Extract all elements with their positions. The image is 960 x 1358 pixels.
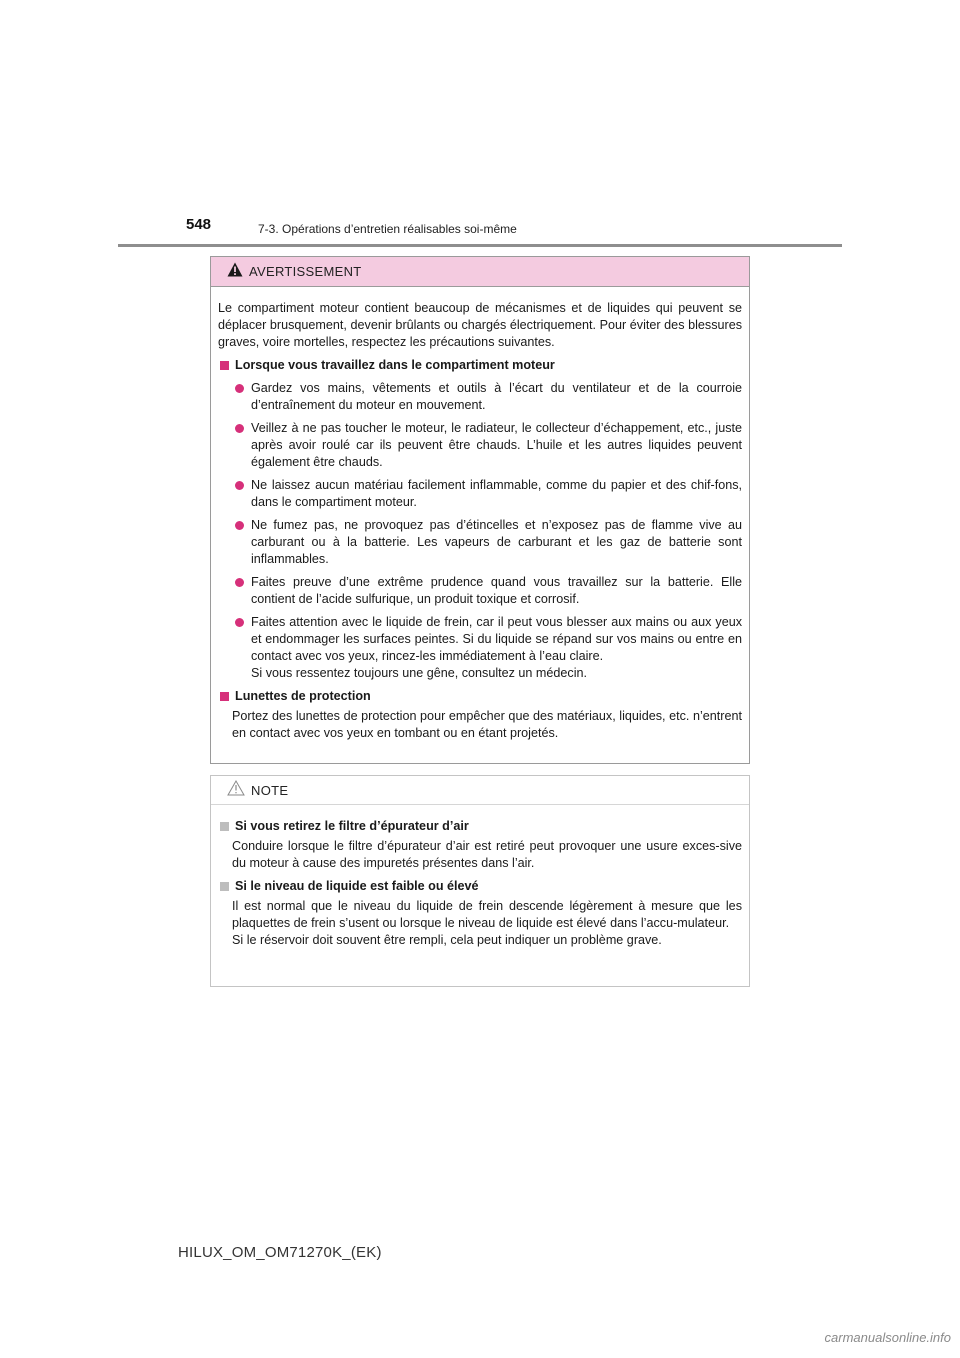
warning-title: AVERTISSEMENT bbox=[249, 264, 362, 279]
square-bullet-icon bbox=[220, 882, 229, 891]
warning-header bbox=[211, 257, 749, 287]
square-bullet-icon bbox=[220, 361, 229, 370]
list-item bbox=[218, 614, 742, 682]
note-box bbox=[210, 775, 750, 987]
note-header bbox=[211, 776, 749, 805]
round-bullet-icon bbox=[235, 578, 244, 587]
warning-box bbox=[210, 256, 750, 764]
square-bullet-icon bbox=[220, 692, 229, 701]
warning-body bbox=[211, 287, 749, 742]
round-bullet-icon bbox=[235, 424, 244, 433]
section-title: 7-3. Opérations d’entretien réalisables soi-même bbox=[258, 222, 517, 236]
warning-triangle-outline-icon bbox=[227, 780, 245, 801]
warning-intro: Le compartiment moteur contient beaucoup de mécanismes et de liquides qui peuvent se déplacer brusquement, devenir brûlants ou chargés électriquement. Pour éviter des blessures graves, voire mortelles, respectez les précautions suivantes. bbox=[218, 301, 742, 349]
note-item-text-main: Il est normal que le niveau du liquide de frein descende légèrement à mesure que les plaquettes de frein s’usent ou lorsque le niveau de liquide est élevé dans l’accu-mulateur. bbox=[232, 899, 742, 930]
round-bullet-icon bbox=[235, 521, 244, 530]
list-item: Ne laissez aucun matériau facilement inflammable, comme du papier et des chif-fons, dans le compartiment moteur. bbox=[218, 477, 742, 511]
page-number: 548 bbox=[186, 216, 212, 233]
round-bullet-icon bbox=[235, 618, 244, 627]
note-item-text: Conduire lorsque le filtre d’épurateur d’air est retiré peut provoquer une usure exces-sive du moteur à cause des impuretés présentes dans l’air. bbox=[232, 839, 742, 870]
list-item: Ne fumez pas, ne provoquez pas d’étincelles et n’exposez pas de flamme vive au carburant ou à la batterie. Les vapeurs de carburant et les gaz de batterie sont inflammables. bbox=[218, 517, 742, 568]
bullet-text-continuation: Si vous ressentez toujours une gêne, consultez un médecin. bbox=[251, 666, 588, 680]
note-item-text-continuation: Si le réservoir doit souvent être rempli, cela peut indiquer un problème grave. bbox=[232, 933, 662, 947]
note-item-text bbox=[218, 898, 742, 949]
warning-triangle-icon bbox=[227, 262, 243, 282]
round-bullet-icon bbox=[235, 384, 244, 393]
note-item-heading: Si vous retirez le filtre d’épurateur d’air bbox=[218, 818, 742, 835]
list-item: Gardez vos mains, vêtements et outils à l’écart du ventilateur et de la courroie d’entraînement du moteur en mouvement. bbox=[218, 380, 742, 414]
list-item: Faites preuve d’une extrême prudence quand vous travaillez sur la batterie. Elle contient de l’acide sulfurique, un produit toxique et corrosif. bbox=[218, 574, 742, 608]
watermark: carmanualsonline.info bbox=[824, 1330, 951, 1345]
document-id: HILUX_OM_OM71270K_(EK) bbox=[178, 1244, 382, 1261]
round-bullet-icon bbox=[235, 481, 244, 490]
warning-item-heading: Lunettes de protection bbox=[218, 688, 742, 705]
header-divider bbox=[118, 244, 842, 247]
warning-item-heading: Lorsque vous travaillez dans le compartiment moteur bbox=[218, 357, 742, 374]
list-item: Veillez à ne pas toucher le moteur, le radiateur, le collecteur d’échappement, etc., juste après avoir roulé car ils peuvent être chauds. L’huile et les autres liquides peuvent également être chauds. bbox=[218, 420, 742, 471]
warning-item-text: Portez des lunettes de protection pour empêcher que des matériaux, liquides, etc. n’entrent en contact avec vos yeux en tombant ou en étant projetés. bbox=[232, 709, 742, 740]
note-item-heading: Si le niveau de liquide est faible ou élevé bbox=[218, 878, 742, 895]
note-title: NOTE bbox=[251, 782, 289, 798]
bullet-text-main: Faites attention avec le liquide de frein, car il peut vous blesser aux mains ou aux yeux et endommager les surfaces peintes. Si du liquide se répand sur vos mains ou entre en contact avec vos yeux, rincez-les immédiatement à l’eau claire. bbox=[251, 615, 742, 663]
square-bullet-icon bbox=[220, 822, 229, 831]
note-body bbox=[211, 805, 749, 949]
